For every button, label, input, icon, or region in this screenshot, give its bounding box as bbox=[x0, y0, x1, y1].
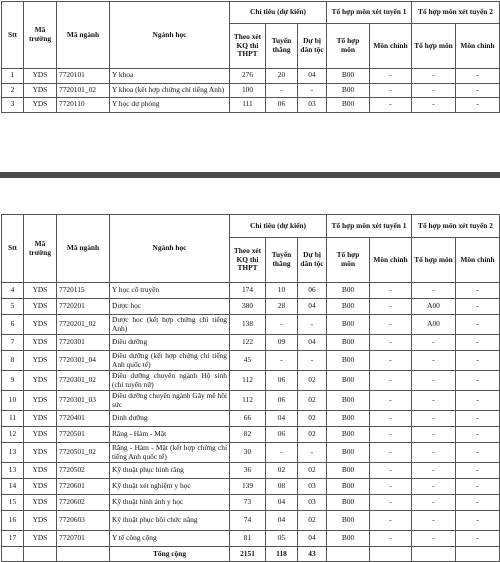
cell-theo-xet: 139 bbox=[230, 479, 266, 495]
cell-stt: 1 bbox=[2, 69, 24, 84]
cell-stt: 3 bbox=[2, 98, 24, 113]
cell-stt: 14 bbox=[2, 479, 24, 495]
cell-nganh-hoc: Điều dưỡng bbox=[110, 335, 230, 351]
cell-to-hop-2: - bbox=[412, 531, 456, 547]
table-row bbox=[2, 463, 500, 479]
cell-ma-nganh: 7720301_04 bbox=[57, 351, 110, 371]
cell-to-hop-2: - bbox=[412, 351, 456, 371]
cell-theo-xet: 30 bbox=[230, 443, 266, 463]
cell-to-hop-1: B00 bbox=[327, 463, 370, 479]
cell-ma-nganh: 7720201 bbox=[57, 299, 110, 315]
cell-mon-chinh-1: - bbox=[370, 283, 412, 299]
cell-ma-nganh: 7720301_02 bbox=[57, 371, 110, 391]
cell-theo-xet: 81 bbox=[230, 531, 266, 547]
cell-theo-xet: 36 bbox=[230, 463, 266, 479]
total-empty-mc1 bbox=[370, 547, 412, 562]
total-label: Tổng cộng bbox=[110, 547, 230, 562]
cell-du-bi: 03 bbox=[298, 495, 327, 511]
cell-ma-nganh: 7720101 bbox=[57, 69, 110, 84]
cell-ma-nganh: 7720101_02 bbox=[57, 83, 110, 98]
table-row bbox=[2, 283, 500, 299]
cell-stt: 16 bbox=[2, 511, 24, 531]
cell-to-hop-2: - bbox=[412, 443, 456, 463]
cell-ma-truong: YDS bbox=[24, 495, 57, 511]
header-to-hop-mon-2: Tổ hợp môn bbox=[412, 24, 456, 69]
header-ma-truong: Mã trường bbox=[24, 215, 57, 283]
cell-mon-chinh-2: - bbox=[456, 479, 500, 495]
table-row bbox=[2, 391, 500, 411]
header-ma-nganh: Mã ngành bbox=[57, 2, 110, 69]
cell-nganh-hoc: Dinh dưỡng bbox=[110, 411, 230, 427]
cell-du-bi: 02 bbox=[298, 371, 327, 391]
cell-ma-truong: YDS bbox=[24, 391, 57, 411]
cell-stt: 6 bbox=[2, 315, 24, 335]
cell-du-bi: - bbox=[298, 351, 327, 371]
cell-du-bi: 03 bbox=[298, 479, 327, 495]
cell-to-hop-1: B00 bbox=[327, 315, 370, 335]
cell-stt: 17 bbox=[2, 531, 24, 547]
cell-ma-truong: YDS bbox=[24, 443, 57, 463]
cell-ma-truong: YDS bbox=[24, 411, 57, 427]
cell-tuyen-thang: 28 bbox=[266, 299, 298, 315]
table-row bbox=[2, 335, 500, 351]
cell-nganh-hoc: Kỹ thuật phục hình răng bbox=[110, 463, 230, 479]
cell-to-hop-1: B00 bbox=[327, 495, 370, 511]
cell-to-hop-2: - bbox=[412, 391, 456, 411]
cell-ma-truong: YDS bbox=[24, 371, 57, 391]
cell-nganh-hoc: Điều dưỡng (kết hợp chứng chỉ tiếng Anh quốc tế) bbox=[110, 351, 230, 371]
cell-ma-nganh: 7720201_02 bbox=[57, 315, 110, 335]
header-tuyen-thang: Tuyển thẳng bbox=[266, 24, 298, 69]
cell-theo-xet: 112 bbox=[230, 391, 266, 411]
cell-tuyen-thang: 10 bbox=[266, 283, 298, 299]
cell-theo-xet: 174 bbox=[230, 283, 266, 299]
cell-du-bi: - bbox=[298, 443, 327, 463]
cell-to-hop-1: B00 bbox=[327, 479, 370, 495]
table-row bbox=[2, 98, 500, 113]
cell-mon-chinh-1: - bbox=[370, 83, 412, 98]
header-to-hop-2: Tổ hợp môn xét tuyển 2 bbox=[412, 2, 500, 24]
cell-to-hop-2: A00 bbox=[412, 299, 456, 315]
cell-mon-chinh-1: - bbox=[370, 69, 412, 84]
cell-mon-chinh-2: - bbox=[456, 511, 500, 531]
total-empty-stt bbox=[2, 547, 24, 562]
cell-theo-xet: 380 bbox=[230, 299, 266, 315]
header-nganh-hoc: Ngành học bbox=[110, 2, 230, 69]
cell-to-hop-2: - bbox=[412, 427, 456, 443]
table-row bbox=[2, 427, 500, 443]
cell-ma-truong: YDS bbox=[24, 83, 57, 98]
cell-mon-chinh-2: - bbox=[456, 531, 500, 547]
cell-mon-chinh-2: - bbox=[456, 391, 500, 411]
admission-table-part-1 bbox=[1, 1, 500, 113]
cell-stt: 4 bbox=[2, 283, 24, 299]
cell-du-bi: 02 bbox=[298, 391, 327, 411]
cell-theo-xet: 45 bbox=[230, 351, 266, 371]
cell-mon-chinh-1: - bbox=[370, 443, 412, 463]
header-to-hop-mon-2: Tổ hợp môn bbox=[412, 238, 456, 283]
cell-nganh-hoc: Kỹ thuật phục hồi chức năng bbox=[110, 511, 230, 531]
cell-du-bi: 06 bbox=[298, 283, 327, 299]
cell-mon-chinh-2: - bbox=[456, 299, 500, 315]
cell-ma-nganh: 7720301_03 bbox=[57, 391, 110, 411]
cell-nganh-hoc: Điều dưỡng chuyên ngành Hộ sinh (chỉ tuyển nữ) bbox=[110, 371, 230, 391]
cell-to-hop-1: B00 bbox=[327, 351, 370, 371]
cell-tuyen-thang: 06 bbox=[266, 427, 298, 443]
cell-to-hop-2: - bbox=[412, 83, 456, 98]
table-row bbox=[2, 479, 500, 495]
cell-stt: 7 bbox=[2, 335, 24, 351]
cell-nganh-hoc: Y học cổ truyền bbox=[110, 283, 230, 299]
cell-nganh-hoc: Y khoa bbox=[110, 69, 230, 84]
cell-to-hop-2: - bbox=[412, 511, 456, 531]
total-tuyen-thang: 118 bbox=[266, 547, 298, 562]
header-chi-tieu: Chỉ tiêu (dự kiến) bbox=[230, 2, 327, 24]
header-to-hop-mon-1: Tổ hợp môn bbox=[327, 238, 370, 283]
header-stt: Stt bbox=[2, 215, 24, 283]
cell-mon-chinh-1: - bbox=[370, 335, 412, 351]
cell-du-bi: 04 bbox=[298, 335, 327, 351]
cell-to-hop-1: B00 bbox=[327, 391, 370, 411]
cell-stt: 9 bbox=[2, 371, 24, 391]
cell-ma-nganh: 7720602 bbox=[57, 495, 110, 511]
cell-nganh-hoc: Y tế công cộng bbox=[110, 531, 230, 547]
cell-to-hop-2: - bbox=[412, 98, 456, 113]
cell-mon-chinh-2: - bbox=[456, 83, 500, 98]
cell-mon-chinh-1: - bbox=[370, 511, 412, 531]
table-row bbox=[2, 83, 500, 98]
cell-mon-chinh-2: - bbox=[456, 411, 500, 427]
header-chi-tieu: Chỉ tiêu (dự kiến) bbox=[230, 215, 327, 238]
cell-stt: 13 bbox=[2, 463, 24, 479]
cell-to-hop-1: B00 bbox=[327, 511, 370, 531]
total-theo-xet: 2151 bbox=[230, 547, 266, 562]
table-row bbox=[2, 495, 500, 511]
cell-mon-chinh-2: - bbox=[456, 351, 500, 371]
cell-ma-truong: YDS bbox=[24, 335, 57, 351]
cell-to-hop-1: B00 bbox=[327, 69, 370, 84]
cell-ma-nganh: 7720601 bbox=[57, 479, 110, 495]
cell-to-hop-2: - bbox=[412, 463, 456, 479]
cell-mon-chinh-1: - bbox=[370, 463, 412, 479]
cell-du-bi: - bbox=[298, 315, 327, 335]
header-ma-truong: Mã trường bbox=[24, 2, 57, 69]
cell-ma-truong: YDS bbox=[24, 463, 57, 479]
cell-to-hop-1: B00 bbox=[327, 335, 370, 351]
total-empty-ma bbox=[57, 547, 110, 562]
header-mon-chinh-1: Môn chính bbox=[370, 24, 412, 69]
cell-ma-nganh: 7720603 bbox=[57, 511, 110, 531]
cell-nganh-hoc: Răng - Hàm - Mặt bbox=[110, 427, 230, 443]
cell-mon-chinh-1: - bbox=[370, 411, 412, 427]
cell-to-hop-1: B00 bbox=[327, 531, 370, 547]
cell-theo-xet: 122 bbox=[230, 335, 266, 351]
header-stt: Stt bbox=[2, 2, 24, 69]
table-row bbox=[2, 315, 500, 335]
header-theo-xet: Theo xét KQ thi THPT bbox=[230, 238, 266, 283]
cell-tuyen-thang: - bbox=[266, 443, 298, 463]
cell-tuyen-thang: 08 bbox=[266, 479, 298, 495]
table-row bbox=[2, 371, 500, 391]
total-row bbox=[2, 547, 500, 562]
cell-tuyen-thang: 05 bbox=[266, 531, 298, 547]
cell-theo-xet: 66 bbox=[230, 411, 266, 427]
header-to-hop-2: Tổ hợp môn xét tuyển 2 bbox=[412, 215, 500, 238]
total-empty-truong bbox=[24, 547, 57, 562]
cell-stt: 13 bbox=[2, 443, 24, 463]
cell-tuyen-thang: - bbox=[266, 83, 298, 98]
cell-ma-nganh: 7720401 bbox=[57, 411, 110, 427]
table-row bbox=[2, 69, 500, 84]
header-du-bi: Dự bị dân tộc bbox=[298, 238, 327, 283]
cell-to-hop-1: B00 bbox=[327, 443, 370, 463]
table-row bbox=[2, 531, 500, 547]
cell-tuyen-thang: - bbox=[266, 315, 298, 335]
header-mon-chinh-1: Môn chính bbox=[370, 238, 412, 283]
cell-to-hop-2: - bbox=[412, 411, 456, 427]
header-nganh-hoc: Ngành học bbox=[110, 215, 230, 283]
cell-theo-xet: 74 bbox=[230, 511, 266, 531]
cell-tuyen-thang: 04 bbox=[266, 495, 298, 511]
cell-to-hop-2: - bbox=[412, 371, 456, 391]
total-du-bi: 43 bbox=[298, 547, 327, 562]
cell-theo-xet: 112 bbox=[230, 371, 266, 391]
cell-nganh-hoc: Y khoa (kết hợp chứng chỉ tiếng Anh) bbox=[110, 83, 230, 98]
section-divider bbox=[0, 172, 500, 178]
cell-stt: 2 bbox=[2, 83, 24, 98]
cell-mon-chinh-1: - bbox=[370, 371, 412, 391]
header-tuyen-thang: Tuyển thẳng bbox=[266, 238, 298, 283]
cell-ma-nganh: 7720502 bbox=[57, 463, 110, 479]
cell-to-hop-1: B00 bbox=[327, 83, 370, 98]
cell-stt: 12 bbox=[2, 427, 24, 443]
cell-mon-chinh-1: - bbox=[370, 531, 412, 547]
cell-ma-truong: YDS bbox=[24, 69, 57, 84]
cell-ma-nganh: 7720501 bbox=[57, 427, 110, 443]
cell-nganh-hoc: Kỹ thuật xét nghiệm y học bbox=[110, 479, 230, 495]
cell-stt: 10 bbox=[2, 391, 24, 411]
cell-ma-truong: YDS bbox=[24, 531, 57, 547]
cell-nganh-hoc: Điều dưỡng chuyên ngành Gây mê hồi sức bbox=[110, 391, 230, 411]
cell-stt: 11 bbox=[2, 411, 24, 427]
cell-ma-truong: YDS bbox=[24, 479, 57, 495]
cell-nganh-hoc: Dược học (kết hợp chứng chỉ tiếng Anh) bbox=[110, 315, 230, 335]
table-row bbox=[2, 443, 500, 463]
header-du-bi: Dự bị dân tộc bbox=[298, 24, 327, 69]
header-mon-chinh-2: Môn chính bbox=[456, 24, 500, 69]
cell-ma-nganh: 7720115 bbox=[57, 283, 110, 299]
cell-tuyen-thang: 04 bbox=[266, 411, 298, 427]
header-mon-chinh-2: Môn chính bbox=[456, 238, 500, 283]
cell-mon-chinh-2: - bbox=[456, 463, 500, 479]
cell-du-bi: 02 bbox=[298, 427, 327, 443]
cell-nganh-hoc: Răng - Hàm - Mặt (kết hợp chứng chỉ tiếng Anh quốc tế) bbox=[110, 443, 230, 463]
cell-to-hop-2: - bbox=[412, 69, 456, 84]
cell-mon-chinh-2: - bbox=[456, 335, 500, 351]
cell-du-bi: 02 bbox=[298, 463, 327, 479]
cell-mon-chinh-2: - bbox=[456, 315, 500, 335]
cell-mon-chinh-1: - bbox=[370, 351, 412, 371]
cell-stt: 5 bbox=[2, 299, 24, 315]
cell-ma-truong: YDS bbox=[24, 511, 57, 531]
cell-to-hop-2: - bbox=[412, 335, 456, 351]
cell-mon-chinh-2: - bbox=[456, 443, 500, 463]
total-empty-th2 bbox=[412, 547, 456, 562]
cell-mon-chinh-1: - bbox=[370, 315, 412, 335]
cell-to-hop-1: B00 bbox=[327, 427, 370, 443]
cell-to-hop-2: - bbox=[412, 495, 456, 511]
cell-du-bi: 03 bbox=[298, 98, 327, 113]
cell-ma-truong: YDS bbox=[24, 283, 57, 299]
cell-ma-truong: YDS bbox=[24, 315, 57, 335]
cell-nganh-hoc: Dược học bbox=[110, 299, 230, 315]
cell-du-bi: 04 bbox=[298, 299, 327, 315]
cell-mon-chinh-1: - bbox=[370, 391, 412, 411]
cell-ma-truong: YDS bbox=[24, 351, 57, 371]
table-2-body bbox=[2, 283, 500, 547]
table-row bbox=[2, 299, 500, 315]
table-row bbox=[2, 351, 500, 371]
table-row bbox=[2, 411, 500, 427]
cell-du-bi: 04 bbox=[298, 531, 327, 547]
cell-theo-xet: 276 bbox=[230, 69, 266, 84]
cell-ma-nganh: 7720301 bbox=[57, 335, 110, 351]
cell-mon-chinh-2: - bbox=[456, 371, 500, 391]
cell-du-bi: 04 bbox=[298, 69, 327, 84]
header-ma-nganh: Mã ngành bbox=[57, 215, 110, 283]
cell-theo-xet: 82 bbox=[230, 427, 266, 443]
cell-mon-chinh-1: - bbox=[370, 479, 412, 495]
table-1-body bbox=[2, 69, 500, 113]
cell-mon-chinh-2: - bbox=[456, 69, 500, 84]
cell-mon-chinh-2: - bbox=[456, 427, 500, 443]
cell-ma-truong: YDS bbox=[24, 427, 57, 443]
cell-tuyen-thang: - bbox=[266, 351, 298, 371]
header-to-hop-1: Tổ hợp môn xét tuyển 1 bbox=[327, 215, 412, 238]
cell-tuyen-thang: 04 bbox=[266, 511, 298, 531]
cell-ma-truong: YDS bbox=[24, 299, 57, 315]
cell-mon-chinh-1: - bbox=[370, 299, 412, 315]
cell-theo-xet: 73 bbox=[230, 495, 266, 511]
cell-mon-chinh-1: - bbox=[370, 495, 412, 511]
cell-du-bi: - bbox=[298, 83, 327, 98]
cell-stt: 15 bbox=[2, 495, 24, 511]
cell-mon-chinh-2: - bbox=[456, 495, 500, 511]
cell-tuyen-thang: 06 bbox=[266, 391, 298, 411]
cell-tuyen-thang: 09 bbox=[266, 335, 298, 351]
cell-to-hop-2: - bbox=[412, 479, 456, 495]
cell-mon-chinh-2: - bbox=[456, 283, 500, 299]
cell-tuyen-thang: 06 bbox=[266, 371, 298, 391]
cell-theo-xet: 111 bbox=[230, 98, 266, 113]
cell-ma-nganh: 7720501_02 bbox=[57, 443, 110, 463]
cell-to-hop-2: A00 bbox=[412, 315, 456, 335]
cell-tuyen-thang: 06 bbox=[266, 98, 298, 113]
cell-ma-truong: YDS bbox=[24, 98, 57, 113]
cell-du-bi: 02 bbox=[298, 411, 327, 427]
cell-to-hop-2: - bbox=[412, 283, 456, 299]
cell-tuyen-thang: 02 bbox=[266, 463, 298, 479]
admission-table-part-2 bbox=[1, 214, 500, 562]
cell-nganh-hoc: Kỹ thuật hình ảnh y học bbox=[110, 495, 230, 511]
header-to-hop-1: Tổ hợp môn xét tuyển 1 bbox=[327, 2, 412, 24]
cell-nganh-hoc: Y học dự phòng bbox=[110, 98, 230, 113]
total-empty-th1 bbox=[327, 547, 370, 562]
cell-to-hop-1: B00 bbox=[327, 98, 370, 113]
cell-to-hop-1: B00 bbox=[327, 411, 370, 427]
cell-theo-xet: 138 bbox=[230, 315, 266, 335]
cell-mon-chinh-2: - bbox=[456, 98, 500, 113]
total-empty-mc2 bbox=[456, 547, 500, 562]
cell-tuyen-thang: 20 bbox=[266, 69, 298, 84]
cell-to-hop-1: B00 bbox=[327, 283, 370, 299]
cell-ma-nganh: 7720110 bbox=[57, 98, 110, 113]
cell-mon-chinh-1: - bbox=[370, 98, 412, 113]
cell-stt: 8 bbox=[2, 351, 24, 371]
cell-theo-xet: 100 bbox=[230, 83, 266, 98]
header-to-hop-mon-1: Tổ hợp môn bbox=[327, 24, 370, 69]
cell-du-bi: 02 bbox=[298, 511, 327, 531]
table-row bbox=[2, 511, 500, 531]
cell-ma-nganh: 7720701 bbox=[57, 531, 110, 547]
cell-to-hop-1: B00 bbox=[327, 299, 370, 315]
cell-mon-chinh-1: - bbox=[370, 427, 412, 443]
cell-to-hop-1: B00 bbox=[327, 371, 370, 391]
header-theo-xet: Theo xét KQ thi THPT bbox=[230, 24, 266, 69]
